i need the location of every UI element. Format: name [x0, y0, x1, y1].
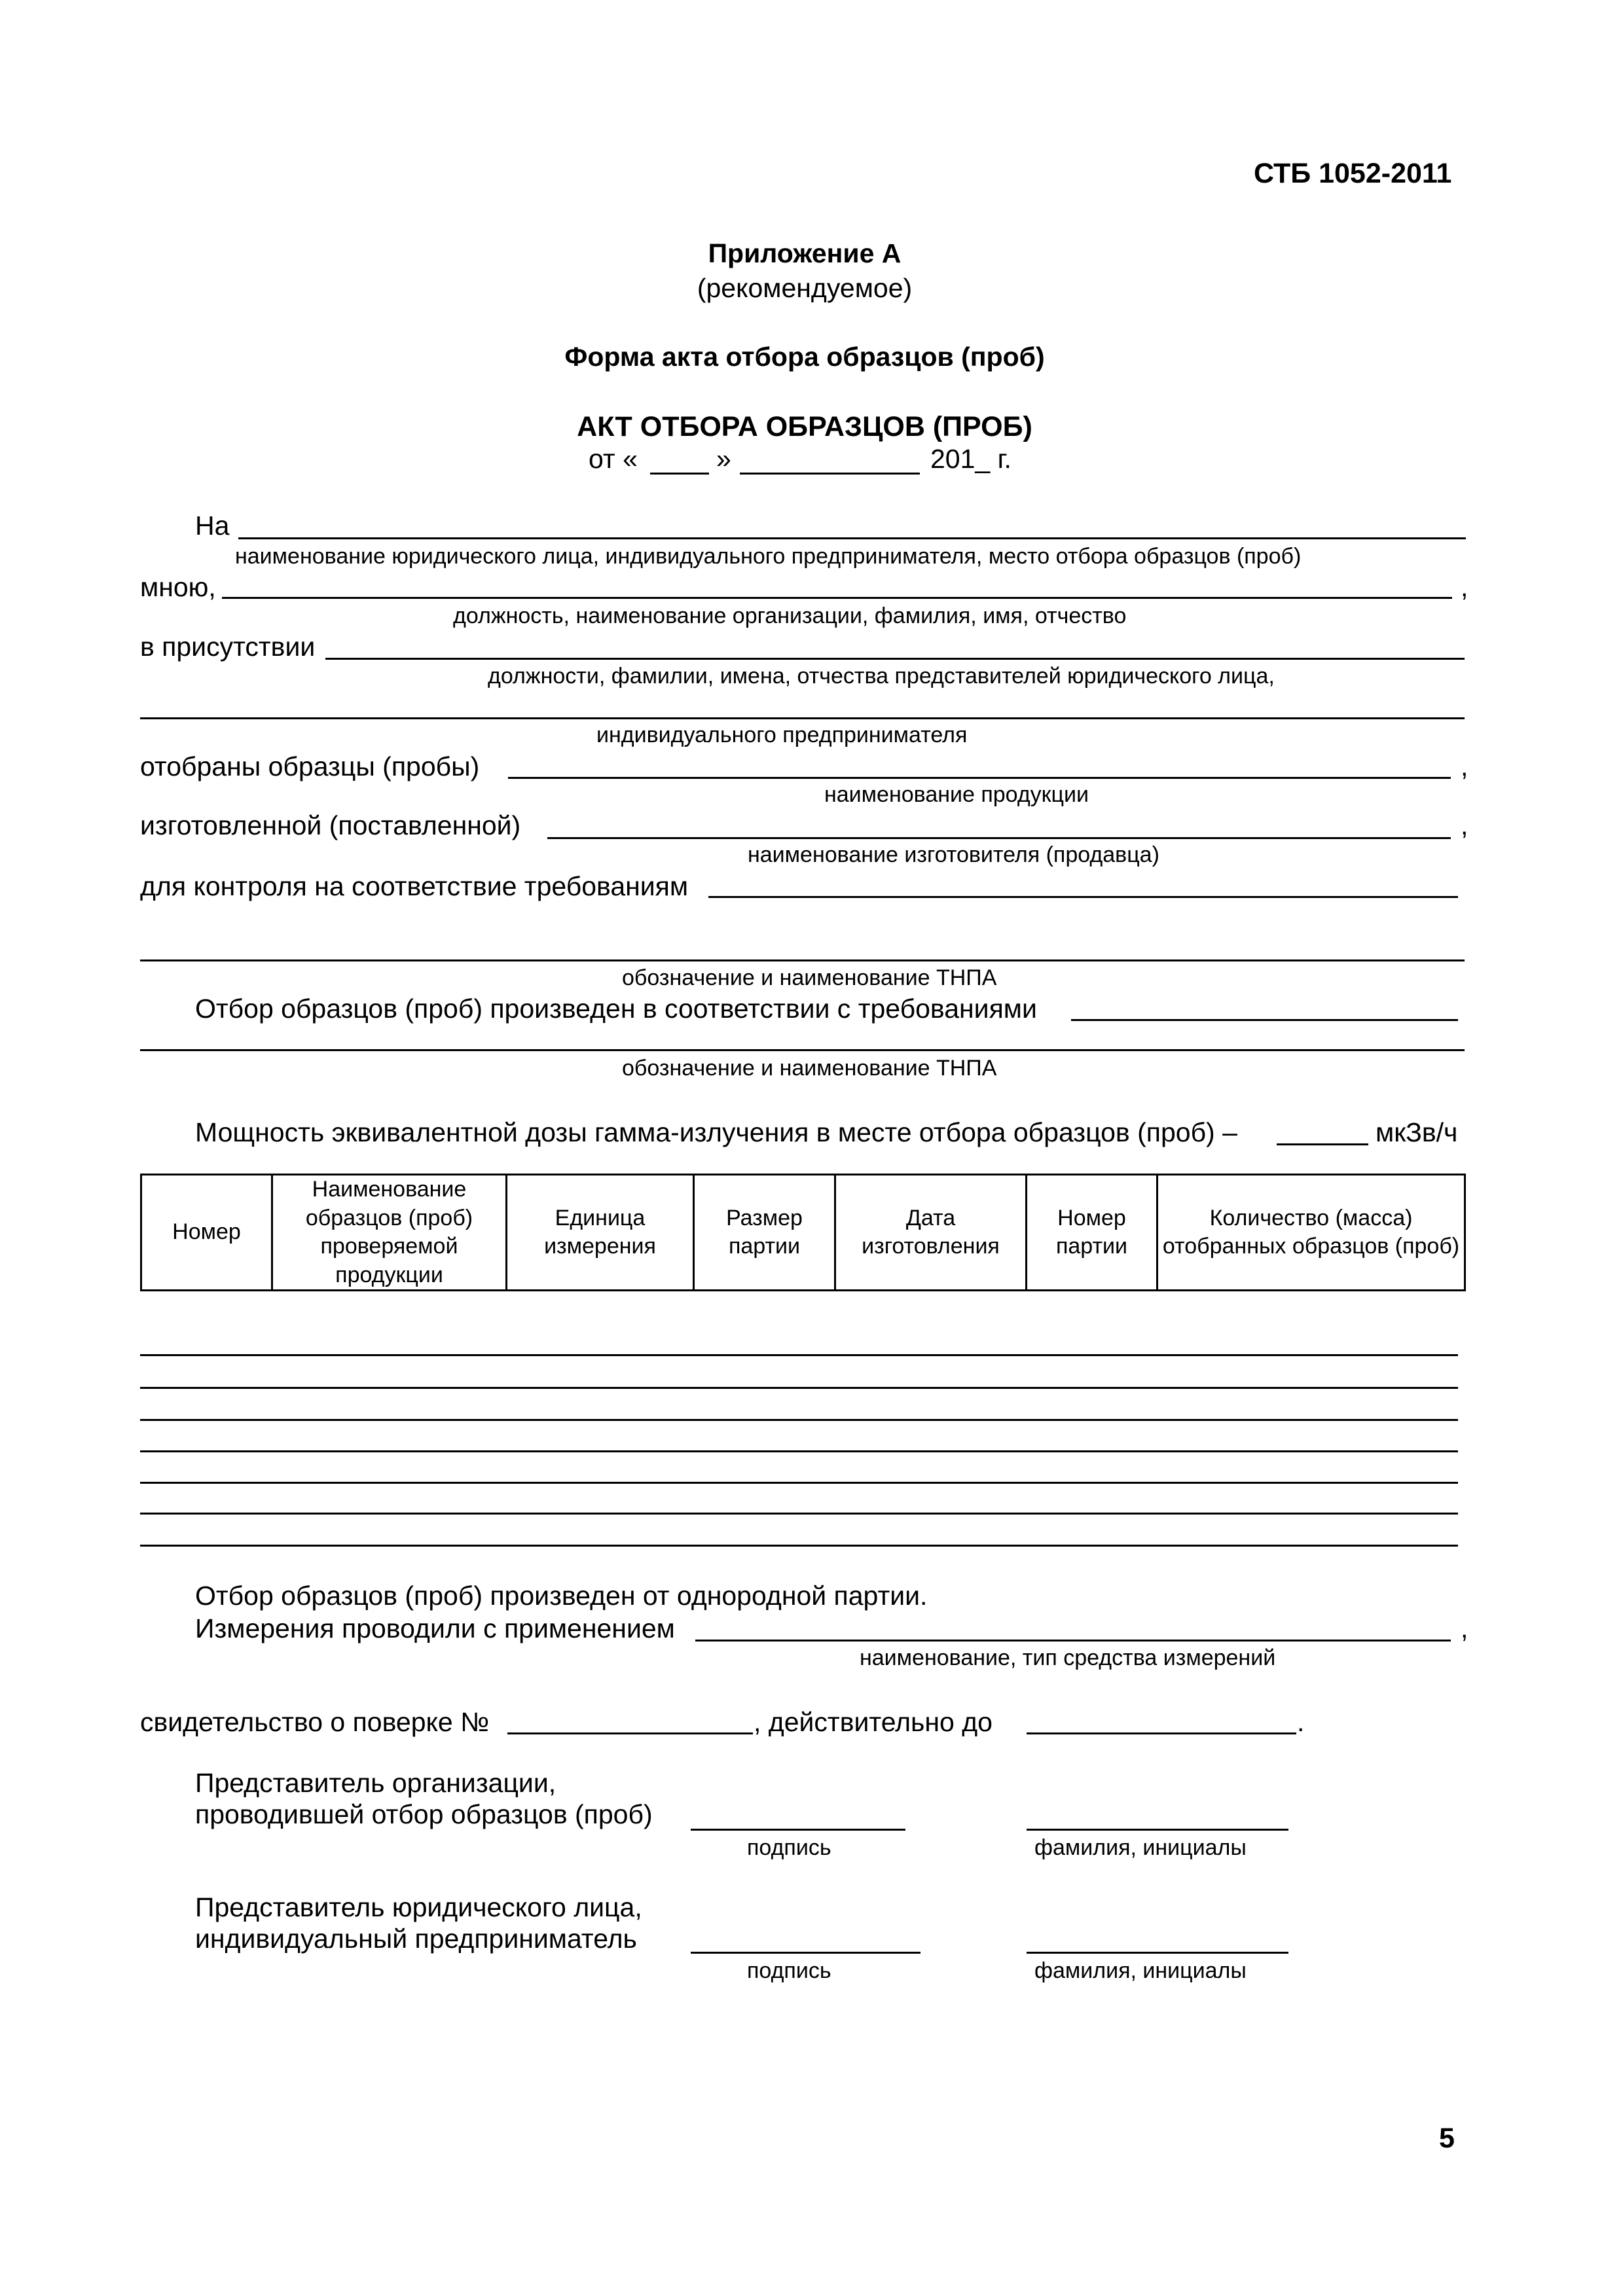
- manufactured-label: изготовленной (поставленной): [140, 810, 521, 840]
- control-field-2[interactable]: [140, 960, 1465, 961]
- table-header-cell: Наименование образцов (проб) проверяемой продукции: [272, 1175, 507, 1291]
- appendix-status: (рекомендуемое): [697, 273, 913, 303]
- homogeneous-statement: Отбор образцов (проб) произведен от однородной партии.: [195, 1581, 928, 1611]
- rep-org-line1: Представитель организации,: [195, 1768, 556, 1798]
- entry-line[interactable]: [140, 1387, 1458, 1389]
- certificate-number-field[interactable]: [507, 1732, 753, 1734]
- sampling-req-caption: обозначение и наименование ТНПА: [622, 1056, 997, 1081]
- entry-line[interactable]: [140, 1419, 1458, 1421]
- rep-org-signature-caption: подпись: [747, 1835, 831, 1860]
- date-month-field[interactable]: [740, 473, 920, 475]
- date-prefix: от «: [589, 444, 638, 474]
- by-caption: должность, наименование организации, фамилия, имя, отчество: [453, 603, 1127, 628]
- entry-line[interactable]: [140, 1482, 1458, 1484]
- table-header-cell: Номер партии: [1027, 1175, 1158, 1291]
- manufactured-caption: наименование изготовителя (продавца): [748, 842, 1159, 867]
- samples-field[interactable]: [508, 777, 1451, 779]
- table-header-cell: Размер партии: [694, 1175, 835, 1291]
- gamma-value-field[interactable]: [1277, 1143, 1368, 1145]
- manufactured-field[interactable]: [547, 837, 1451, 839]
- entry-line[interactable]: [140, 1354, 1458, 1356]
- by-comma: ,: [1461, 572, 1468, 602]
- on-caption: наименование юридического лица, индивидуального предпринимателя, место отбора образцов (проб): [235, 544, 1302, 569]
- certificate-label: свидетельство о поверке №: [140, 1707, 490, 1737]
- rep-org-signature-field[interactable]: [691, 1829, 905, 1831]
- rep-org-name-field[interactable]: [1027, 1829, 1288, 1831]
- samples-caption: наименование продукции: [824, 782, 1089, 807]
- gamma-unit: мкЗв/ч: [1376, 1117, 1458, 1147]
- gamma-label: Мощность эквивалентной дозы гамма-излучения в месте отбора образцов (проб) –: [195, 1117, 1237, 1147]
- presence-caption-2: индивидуального предпринимателя: [596, 723, 968, 747]
- entry-line[interactable]: [140, 1513, 1458, 1515]
- table-header-cell: Номер: [141, 1175, 272, 1291]
- on-label: На: [195, 511, 230, 541]
- control-label: для контроля на соответствие требованиям: [140, 871, 689, 901]
- page-number: 5: [1439, 2123, 1455, 2154]
- control-caption: обозначение и наименование ТНПА: [622, 965, 997, 990]
- control-field[interactable]: [708, 896, 1458, 898]
- act-title: АКТ ОТБОРА ОБРАЗЦОВ (ПРОБ): [577, 411, 1032, 442]
- samples-table: [140, 1174, 1466, 1291]
- on-field[interactable]: [238, 537, 1466, 539]
- by-field[interactable]: [222, 597, 1452, 599]
- rep-legal-signature-caption: подпись: [747, 1958, 831, 1983]
- sampling-req-field[interactable]: [1071, 1019, 1458, 1021]
- standard-code: СТБ 1052-2011: [1254, 158, 1452, 189]
- presence-label: в присутствии: [140, 632, 316, 662]
- measurements-caption: наименование, тип средства измерений: [860, 1645, 1276, 1670]
- certificate-date-field[interactable]: [1027, 1732, 1296, 1734]
- rep-legal-signature-field[interactable]: [691, 1952, 921, 1954]
- appendix-title: Приложение А: [708, 238, 902, 268]
- samples-comma: ,: [1461, 751, 1468, 781]
- form-subtitle: Форма акта отбора образцов (проб): [564, 342, 1045, 372]
- rep-legal-line1: Представитель юридического лица,: [195, 1892, 642, 1922]
- date-day-field[interactable]: [650, 473, 709, 475]
- measurements-comma: ,: [1461, 1613, 1468, 1643]
- measurements-field[interactable]: [695, 1640, 1451, 1641]
- date-year: 201_ г.: [930, 444, 1012, 474]
- presence-caption-1: должности, фамилии, имена, отчества представителей юридического лица,: [488, 664, 1275, 689]
- by-label: мною,: [140, 572, 216, 602]
- entry-line[interactable]: [140, 1450, 1458, 1452]
- rep-legal-name-field[interactable]: [1027, 1952, 1288, 1954]
- presence-field-2[interactable]: [140, 717, 1465, 719]
- manufactured-comma: ,: [1461, 810, 1468, 840]
- sampling-req-field-2[interactable]: [140, 1049, 1465, 1051]
- sampling-req-label: Отбор образцов (проб) произведен в соответствии с требованиями: [195, 994, 1037, 1024]
- presence-field[interactable]: [325, 658, 1465, 660]
- rep-org-name-caption: фамилия, инициалы: [1034, 1835, 1247, 1860]
- certificate-end: .: [1297, 1707, 1305, 1737]
- table-header-row: [141, 1175, 1465, 1291]
- measurements-label: Измерения проводили с применением: [195, 1613, 675, 1643]
- rep-legal-name-caption: фамилия, инициалы: [1034, 1958, 1247, 1983]
- date-mid: »: [716, 444, 731, 474]
- certificate-valid-label: , действительно до: [754, 1707, 993, 1737]
- entry-line[interactable]: [140, 1545, 1458, 1547]
- table-header-cell: Единица измерения: [507, 1175, 694, 1291]
- rep-legal-line2: индивидуальный предприниматель: [195, 1924, 637, 1954]
- table-header-cell: Дата изготовления: [835, 1175, 1027, 1291]
- table-header-cell: Количество (масса) отобранных образцов (проб): [1158, 1175, 1465, 1291]
- samples-label: отобраны образцы (пробы): [140, 751, 480, 781]
- rep-org-line2: проводившей отбор образцов (проб): [195, 1799, 653, 1829]
